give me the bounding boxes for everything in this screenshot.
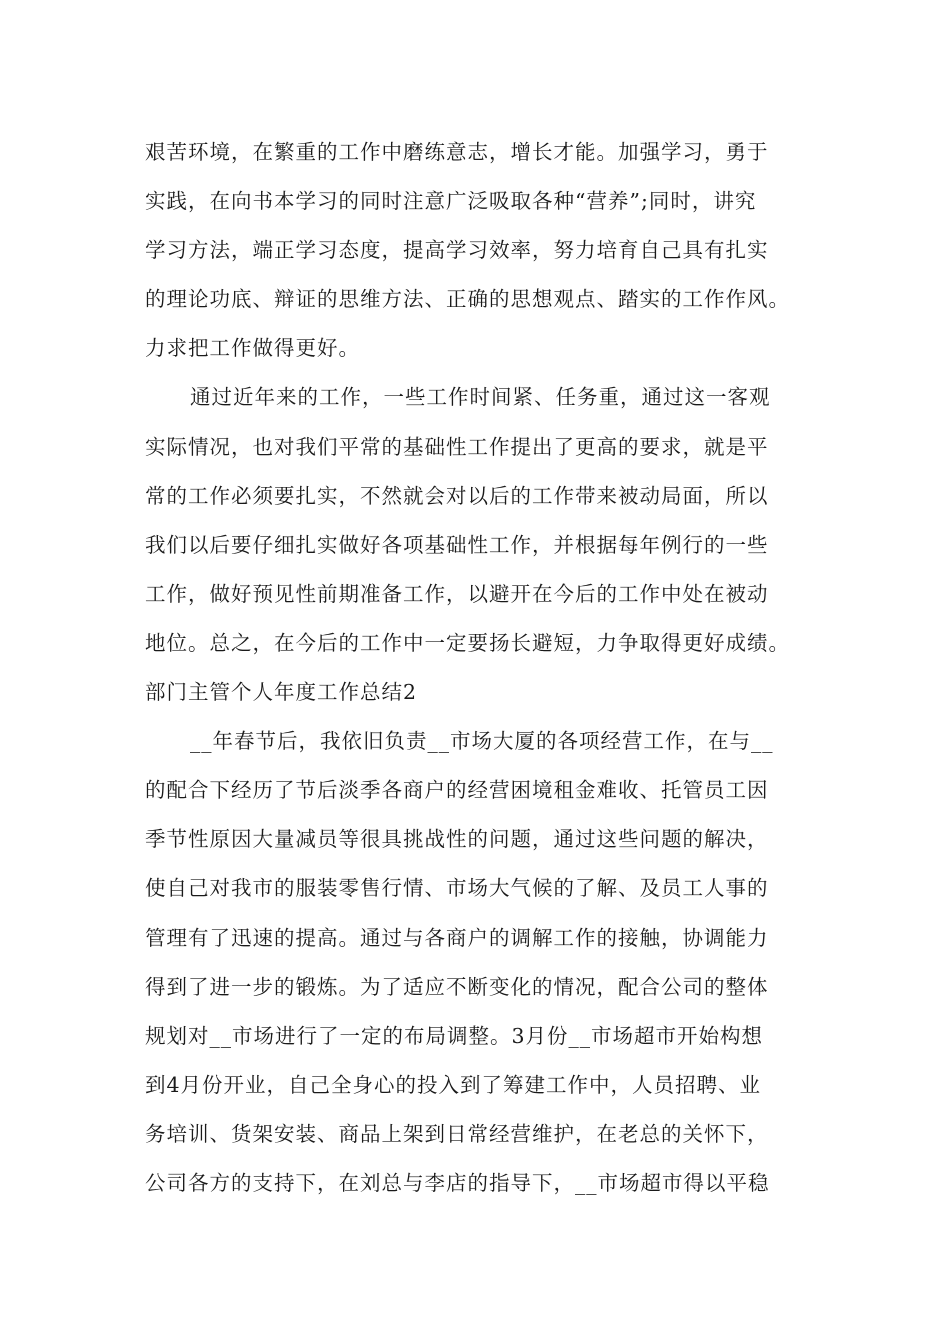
text-line: 规划对__市场进行了一定的布局调整。3月份__市场超市开始构想 <box>145 1023 764 1048</box>
text-line: 实际情况，也对我们平常的基础性工作提出了更高的要求，就是平 <box>145 434 769 459</box>
text-line: 通过近年来的工作，一些工作时间紧、任务重，通过这一客观 <box>190 385 771 410</box>
text-line: 季节性原因大量减员等很具挑战性的问题，通过这些问题的解决， <box>145 827 769 852</box>
text-line: __年春节后，我依旧负责__市场大厦的各项经营工作，在与__ <box>190 729 774 754</box>
text-line: 我们以后要仔细扎实做好各项基础性工作，并根据每年例行的一些 <box>145 532 769 557</box>
text-line: 管理有了迅速的提高。通过与各商户的调解工作的接触，协调能力 <box>145 925 769 950</box>
text-line: 的配合下经历了节后淡季各商户的经营困境租金难收、托管员工因 <box>145 778 769 803</box>
paragraph-3 <box>145 717 835 1208</box>
paragraph-2 <box>145 373 835 668</box>
text-line: 常的工作必须要扎实，不然就会对以后的工作带来被动局面，所以 <box>145 483 769 508</box>
text-line: 工作，做好预见性前期准备工作，以避开在今后的工作中处在被动 <box>145 581 769 606</box>
paragraph-1 <box>145 128 835 373</box>
text-line: 实践，在向书本学习的同时注意广泛吸取各种“营养”;同时，讲究 <box>145 189 757 214</box>
text-line: 到4月份开业，自己全身心的投入到了筹建工作中，人员招聘、业 <box>145 1072 762 1097</box>
document-body <box>145 128 835 1208</box>
text-line: 学习方法，端正学习态度，提高学习效率，努力培育自己具有扎实 <box>145 238 769 263</box>
text-line: 公司各方的支持下，在刘总与李店的指导下，__市场超市得以平稳 <box>145 1170 770 1195</box>
text-line: 的理论功底、辩证的思维方法、正确的思想观点、踏实的工作作风。 <box>145 287 790 312</box>
text-line: 得到了进一步的锻炼。为了适应不断变化的情况，配合公司的整体 <box>145 974 769 999</box>
text-line: 力求把工作做得更好。 <box>145 336 360 361</box>
text-line: 艰苦环境，在繁重的工作中磨练意志，增长才能。加强学习，勇于 <box>145 140 769 164</box>
text-line: 使自己对我市的服装零售行情、市场大气候的了解、及员工人事的 <box>145 876 769 901</box>
text-line: 地位。总之，在今后的工作中一定要扬长避短，力争取得更好成绩。 <box>145 630 790 655</box>
text-line: 务培训、货架安装、商品上架到日常经营维护，在老总的关怀下， <box>145 1121 769 1146</box>
section-heading: 部门主管个人年度工作总结2 <box>145 680 418 705</box>
